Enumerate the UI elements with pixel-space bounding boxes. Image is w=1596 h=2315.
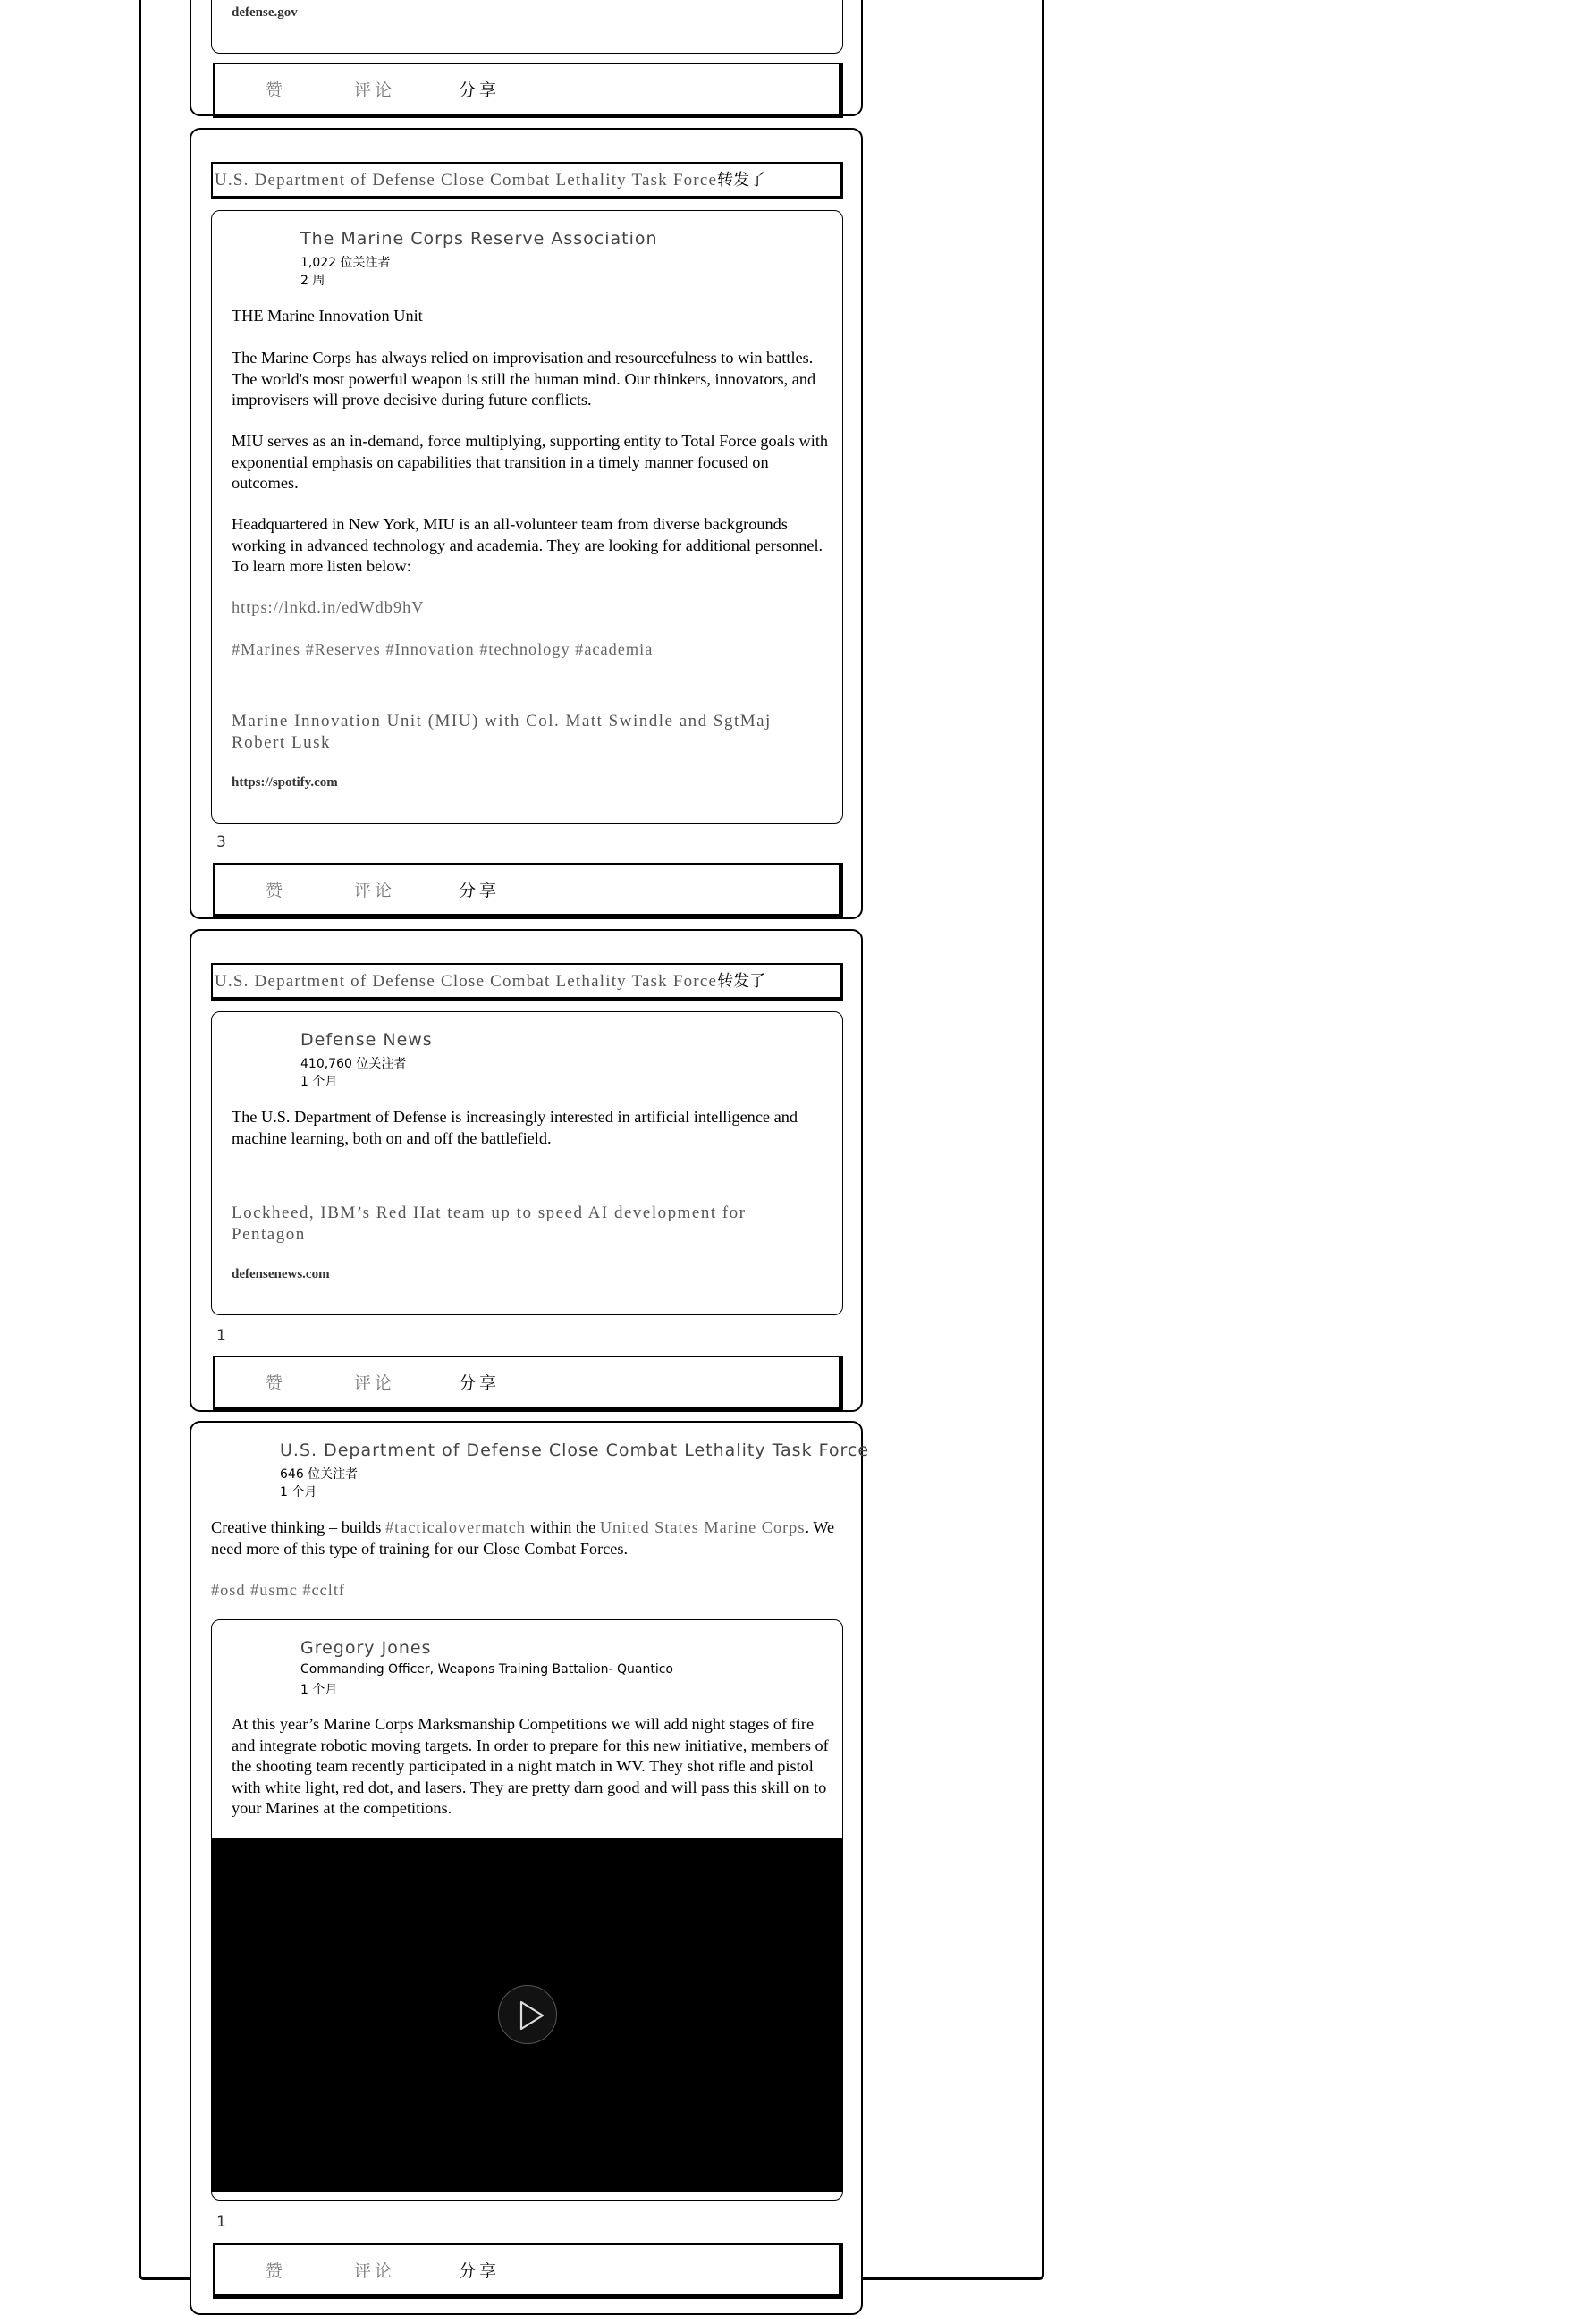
author-followers: 1,022 位关注者	[300, 256, 391, 270]
like-button[interactable]: 赞	[266, 2261, 287, 2281]
post-card-1	[190, 0, 863, 116]
reshare-label: 转发了	[717, 171, 766, 190]
comment-button[interactable]: 评论	[354, 881, 396, 900]
author-name[interactable]: Gregory Jones	[300, 1638, 432, 1658]
comment-button[interactable]: 评论	[354, 2261, 396, 2281]
post-text	[211, 1517, 837, 1559]
author-name[interactable]: U.S. Department of Defense Close Combat Lethality Task Force	[280, 1441, 870, 1460]
shared-post	[211, 210, 843, 824]
post-url[interactable]: https://lnkd.in/edWdb9hV	[232, 598, 425, 616]
share-button[interactable]: 分享	[459, 80, 501, 100]
post-text-start: Creative thinking – builds	[211, 1518, 385, 1536]
post-text: At this year’s Marine Corps Marksmanship Competitions we will add night stages of fire and integrate robotic moving targets. In order to prepare for this new initiative, members of the shooting team recently participated in a night match in WV. They shot rifle and pistol with white light, red dot, and lasers. They are pretty darn good and will pass this skill on to your Marines at the competitions.	[232, 1715, 829, 1817]
post-paragraph: The Marine Corps has always relied on improvisation and resourcefulness to win battles. The world's most powerful weapon is still the human mind. Our thinkers, innovators, and improvisers will prove decisive during future conflicts.	[232, 349, 816, 409]
shared-post	[211, 1619, 843, 2201]
post-actions	[213, 1356, 843, 1411]
link-title[interactable]: Lockheed, IBM’s Red Hat team up to speed AI development for Pentagon	[232, 1204, 747, 1244]
post-time: 1 个月	[300, 1683, 338, 1697]
reshare-actor[interactable]: U.S. Department of Defense Close Combat Lethality Task Force	[215, 171, 718, 190]
post-paragraph: Headquartered in New York, MIU is an all-volunteer team from diverse backgrounds working in advanced technology and academia. They are looking for additional personnel. To learn more listen below:	[232, 515, 823, 575]
reaction-count[interactable]: 3	[216, 833, 226, 851]
hashtag-link[interactable]: #tacticalovermatch	[384, 1518, 527, 1536]
author-name[interactable]: Defense News	[300, 1030, 433, 1050]
author-followers: 646 位关注者	[280, 1467, 359, 1482]
like-button[interactable]: 赞	[266, 80, 287, 100]
post-card-4	[190, 1421, 870, 2315]
share-button[interactable]: 分享	[459, 2261, 501, 2281]
link-domain: defensenews.com	[232, 1267, 330, 1281]
like-button[interactable]: 赞	[266, 881, 287, 900]
link-title[interactable]: Marine Innovation Unit (MIU) with Col. Matt Swindle and SgtMaj Robert Lusk	[232, 712, 772, 752]
comment-button[interactable]: 评论	[354, 1373, 396, 1393]
reaction-count[interactable]: 1	[216, 1327, 226, 1345]
post-text-end: . We need more of this type of training for our Close Combat Forces.	[211, 1518, 835, 1558]
post-time: 1 个月	[300, 1075, 338, 1089]
shared-post	[211, 1011, 843, 1315]
post-paragraph: THE Marine Innovation Unit	[232, 307, 423, 325]
post-hashtags[interactable]: #osd #usmc #ccltf	[211, 1581, 346, 1599]
comment-button[interactable]: 评论	[354, 80, 396, 100]
reshare-label: 转发了	[717, 972, 766, 991]
play-icon	[499, 1986, 558, 2045]
reshare-actor[interactable]: U.S. Department of Defense Close Combat Lethality Task Force	[215, 972, 718, 991]
author-name[interactable]: The Marine Corps Reserve Association	[300, 229, 658, 249]
link-preview[interactable]	[211, 0, 843, 54]
post-hashtags[interactable]: #Marines #Reserves #Innovation #technology #academia	[232, 640, 654, 658]
post-time: 2 周	[300, 274, 325, 288]
post-paragraph: MIU serves as an in-demand, force multiplying, supporting entity to Total Force goals with exponential emphasis on capabilities that transition in a timely manner focused on outcomes.	[232, 432, 829, 492]
post-card-2	[190, 128, 863, 919]
like-button[interactable]: 赞	[266, 1373, 287, 1393]
share-button[interactable]: 分享	[459, 1373, 501, 1393]
reshare-header[interactable]	[211, 963, 843, 1001]
post-actions	[213, 863, 843, 918]
reaction-count[interactable]: 1	[216, 2213, 226, 2231]
author-followers: 410,760 位关注者	[300, 1057, 407, 1071]
post-text: The U.S. Department of Defense is increasingly interested in artificial intelligence and machine learning, both on and off the battlefield.	[232, 1108, 798, 1147]
video-player[interactable]	[212, 1838, 842, 2192]
author-headline: Commanding Officer, Weapons Training Battalion- Quantico	[300, 1662, 673, 1677]
post-card-3	[190, 929, 863, 1412]
post-actions	[213, 63, 843, 118]
post-actions	[213, 2243, 843, 2299]
play-button[interactable]	[498, 1985, 557, 2044]
link-domain: defense.gov	[232, 5, 298, 20]
reshare-header[interactable]	[211, 162, 843, 199]
share-button[interactable]: 分享	[459, 881, 501, 900]
post-time: 1 个月	[280, 1485, 317, 1500]
post-text-middle: within the	[526, 1518, 600, 1536]
mention-link[interactable]: United States Marine Corps	[599, 1518, 806, 1536]
link-domain: https://spotify.com	[232, 775, 338, 790]
